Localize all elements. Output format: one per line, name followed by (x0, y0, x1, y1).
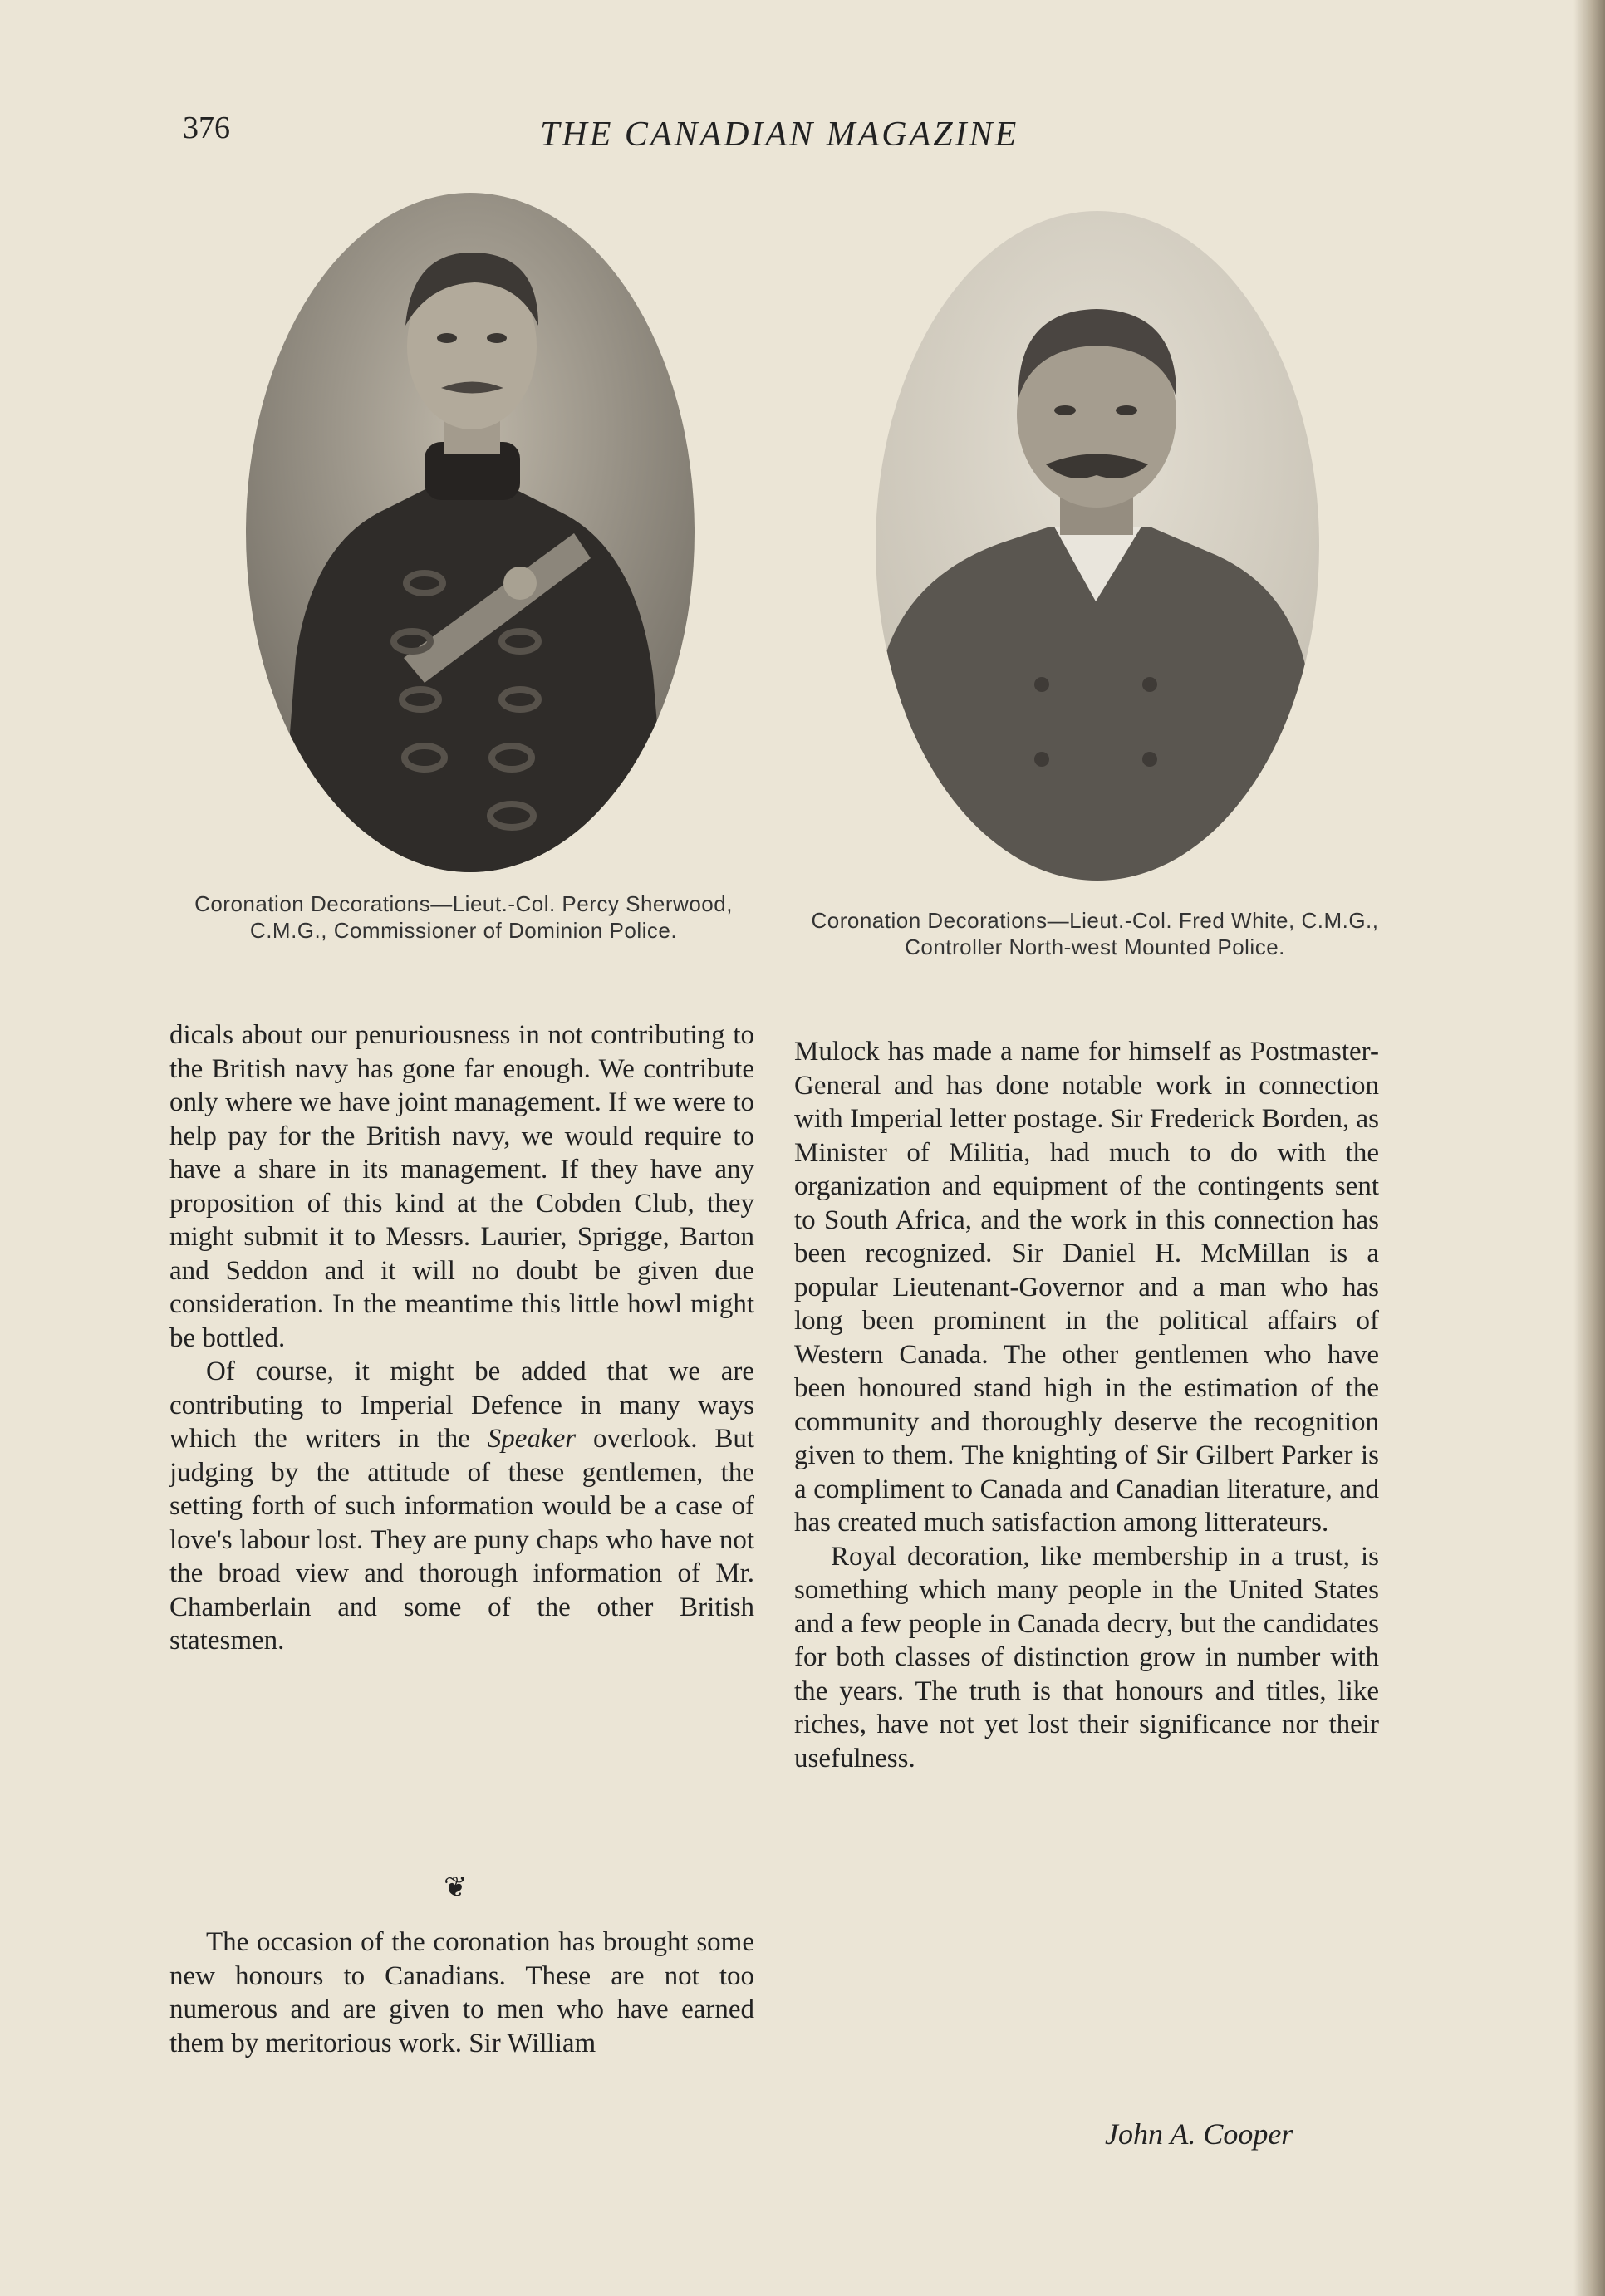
portrait-white-image (876, 211, 1319, 881)
left-paragraph-2-end: overlook. But judging by the attitude of these gentlemen, the setting forth of such information would be a case of love's labour lost. They are puny chaps who have not the broad view and thorough information of Mr. Chamberlain and some of the other British statesmen. (169, 1424, 755, 1656)
right-paragraph-2: Royal decoration, like membership in a trust, is something which many people in the United States and a few people in Canada decry, but the candidates for both classes of distinction grow in number with the years. The truth is that honours and titles, like riches, have not yet lost their significance nor their usefulness. (794, 1541, 1379, 1774)
portrait-sherwood (246, 193, 695, 872)
portrait-white (876, 211, 1319, 881)
right-column (794, 1035, 1379, 1775)
left-paragraph-2 (169, 1355, 754, 1658)
caption-sherwood: Coronation Decorations—Lieut.-Col. Percy Sherwood, C.M.G., Commissioner of Dominion Police. (194, 891, 733, 943)
caption-white: Coronation Decorations—Lieut.-Col. Fred White, C.M.G., Controller North-west Mounted Police. (811, 908, 1379, 959)
page-number: 376 (183, 110, 230, 145)
left-paragraph-2-start: Of course, it might be added that we are contributing to Imperial Defence in many ways which the writers in the (169, 1357, 754, 1454)
right-paragraph-1: Mulock has made a name for himself as Postmaster-General and has done notable work in connection with Imperial letter postage. Sir Frederick Borden, as Minister of Militia, had much to do with the organization and equipment of the contingents sent to South Africa, and the work in this connection has been recognized. Sir Daniel H. McMillan is a popular Lieutenant-Governor and a man who has long been prominent in the political affairs of Western Canada. The other gentlemen who have been honoured stand high in the estimation of the community and thoroughly deserve the recognition given to them. The knighting of Sir Gilbert Parker is a compliment to Canada and Canadian literature, and has created much satisfaction among litterateurs. (794, 1037, 1379, 1538)
left-paragraph-1: dicals about our penuriousness in not contributing to the British navy has gone far enough. We contribute only where we have joint management. If we were to help pay for the British navy, we would require to have a share in its management. If they have any proposition of this kind at the Cobden Club, they might submit it to Messrs. Laurier, Sprigge, Barton and Seddon and it will no doubt be given due consideration. In the meantime this little howl might be bottled. (169, 1020, 754, 1353)
portrait-sherwood-image (246, 193, 695, 872)
author-signature: John A. Cooper (1105, 2117, 1293, 2151)
section-ornament: ❦ (444, 1872, 468, 1903)
speaker-title: Speaker (487, 1424, 577, 1454)
left-column (169, 1018, 754, 1658)
running-head: THE CANADIAN MAGAZINE (540, 115, 1019, 154)
left-paragraph-3: The occasion of the coronation has brought some new honours to Canadians. These are not too numerous and are given to men who have earned them by meritorious work. Sir William (169, 1927, 754, 2058)
page-edge-shadow (1573, 0, 1605, 2296)
